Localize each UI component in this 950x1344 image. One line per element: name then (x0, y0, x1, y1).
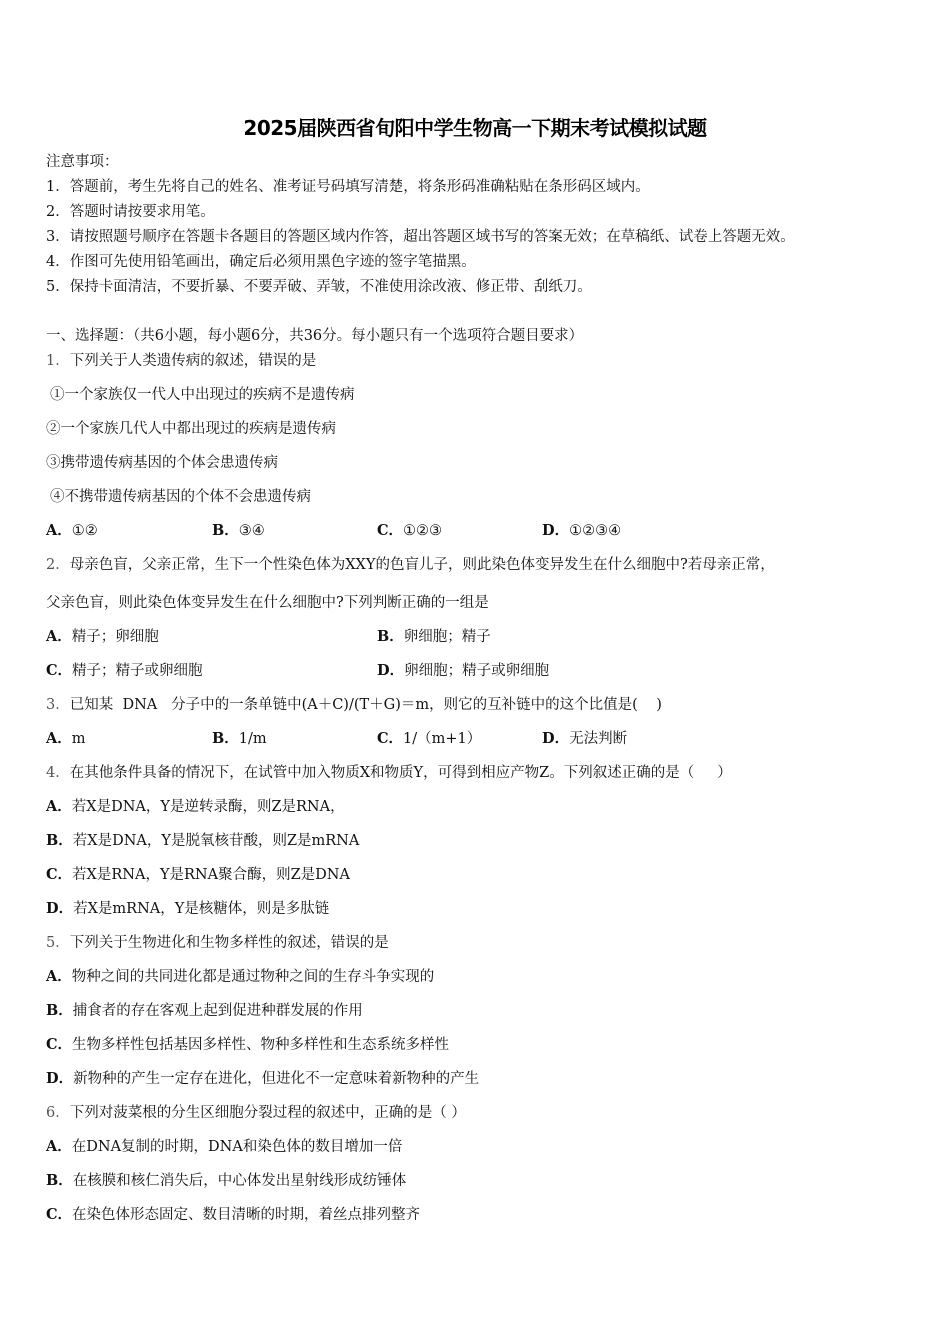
option-a: A．若X是DNA，Y是逆转录酶，则Z是RNA， (46, 798, 345, 815)
question-text: 已知某 DNA 分子中的一条单链中(A＋C)/(T＋G)＝m，则它的互补链中的这个比值是( ) (69, 697, 662, 713)
option-c: C．精子；精子或卵细胞 (46, 662, 203, 679)
option-c: C．在染色体形态固定、数目清晰的时期，着丝点排列整齐 (46, 1206, 421, 1223)
option-b: B．捕食者的存在客观上起到促进种群发展的作用 (46, 1002, 363, 1019)
option-d: D．新物种的产生一定存在进化，但进化不一定意味着新物种的产生 (46, 1070, 480, 1087)
option-c: C．①②③ (377, 522, 443, 539)
statement: ③携带遗传病基因的个体会患遗传病 (46, 455, 278, 471)
question-text: 在其他条件具备的情况下，在试管中加入物质X和物质Y，可得到相应产物Z。下列叙述正确的是（ ） (69, 765, 732, 781)
question-text: 母亲色盲，父亲正常，生下一个性染色体为XXY的色盲儿子，则此染色体变异发生在什么细胞中?若母亲正常， (69, 557, 775, 573)
statement: ④不携带遗传病基因的个体不会患遗传病 (50, 489, 311, 505)
option-c: C．1/（m+1） (377, 730, 482, 747)
question-number: 1． (46, 353, 70, 369)
note-item: 1．答题前，考生先将自己的姓名、准考证号码填写清楚，将条形码准确粘贴在条形码区域内。 (46, 179, 650, 195)
page-title: 2025届陕西省旬阳中学生物高一下期末考试模拟试题 (243, 116, 707, 140)
question-number: 5． (46, 935, 70, 951)
option-d: D．若X是mRNA，Y是核糖体，则是多肽链 (46, 900, 330, 917)
question-stem (46, 695, 662, 715)
question-number: 6． (46, 1105, 70, 1121)
option-b: B．③④ (212, 522, 265, 539)
question-stem (46, 555, 775, 575)
option-a: A．①② (46, 522, 98, 539)
option-b: B．卵细胞；精子 (377, 628, 491, 645)
question-number: 3． (46, 697, 70, 713)
question-stem (46, 933, 389, 953)
option-b: B．若X是DNA，Y是脱氧核苷酸，则Z是mRNA (46, 832, 360, 849)
option-a: A．精子；卵细胞 (46, 628, 159, 645)
option-d: D．①②③④ (542, 522, 622, 539)
option-b: B．在核膜和核仁消失后，中心体发出星射线形成纺锤体 (46, 1172, 407, 1189)
question-stem (46, 763, 732, 783)
note-item: 2．答题时请按要求用笔。 (46, 204, 215, 220)
statement: ①一个家族仅一代人中出现过的疾病不是遗传病 (50, 387, 355, 403)
option-a: A．m (46, 730, 86, 747)
option-c: C．生物多样性包括基因多样性、物种多样性和生态系统多样性 (46, 1036, 450, 1053)
question-number: 4． (46, 765, 70, 781)
question-text: 下列关于人类遗传病的叙述，错误的是 (69, 353, 317, 369)
question-stem (46, 351, 316, 371)
question-number: 2． (46, 557, 70, 573)
option-a: A．在DNA复制的时期，DNA和染色体的数目增加一倍 (46, 1138, 403, 1155)
option-d: D．卵细胞；精子或卵细胞 (377, 662, 550, 679)
section-heading: 一、选择题：（共6小题，每小题6分，共36分。每小题只有一个选项符合题目要求） (46, 328, 584, 344)
statement: ②一个家族几代人中都出现过的疾病是遗传病 (46, 421, 336, 437)
note-item: 5．保持卡面清洁，不要折暴、不要弄破、弄皱，不准使用涂改液、修正带、刮纸刀。 (46, 279, 592, 295)
question-text-continued: 父亲色盲，则此染色体变异发生在什么细胞中?下列判断正确的一组是 (46, 595, 489, 611)
option-d: D．无法判断 (542, 730, 628, 747)
question-stem (46, 1103, 466, 1123)
note-item: 3．请按照题号顺序在答题卡各题目的答题区域内作答，超出答题区域书写的答案无效；在草稿纸、试卷上答题无效。 (46, 229, 795, 245)
notes-heading: 注意事项： (46, 154, 119, 170)
option-c: C．若X是RNA，Y是RNA聚合酶，则Z是DNA (46, 866, 350, 883)
note-item: 4．作图可先使用铅笔画出，确定后必须用黑色字迹的签字笔描黑。 (46, 254, 476, 270)
question-text: 下列关于生物进化和生物多样性的叙述，错误的是 (69, 935, 389, 951)
option-a: A．物种之间的共同进化都是通过物种之间的生存斗争实现的 (46, 968, 435, 985)
option-b: B．1/m (212, 730, 267, 747)
question-text: 下列对菠菜根的分生区细胞分裂过程的叙述中，正确的是（ ） (69, 1105, 466, 1121)
